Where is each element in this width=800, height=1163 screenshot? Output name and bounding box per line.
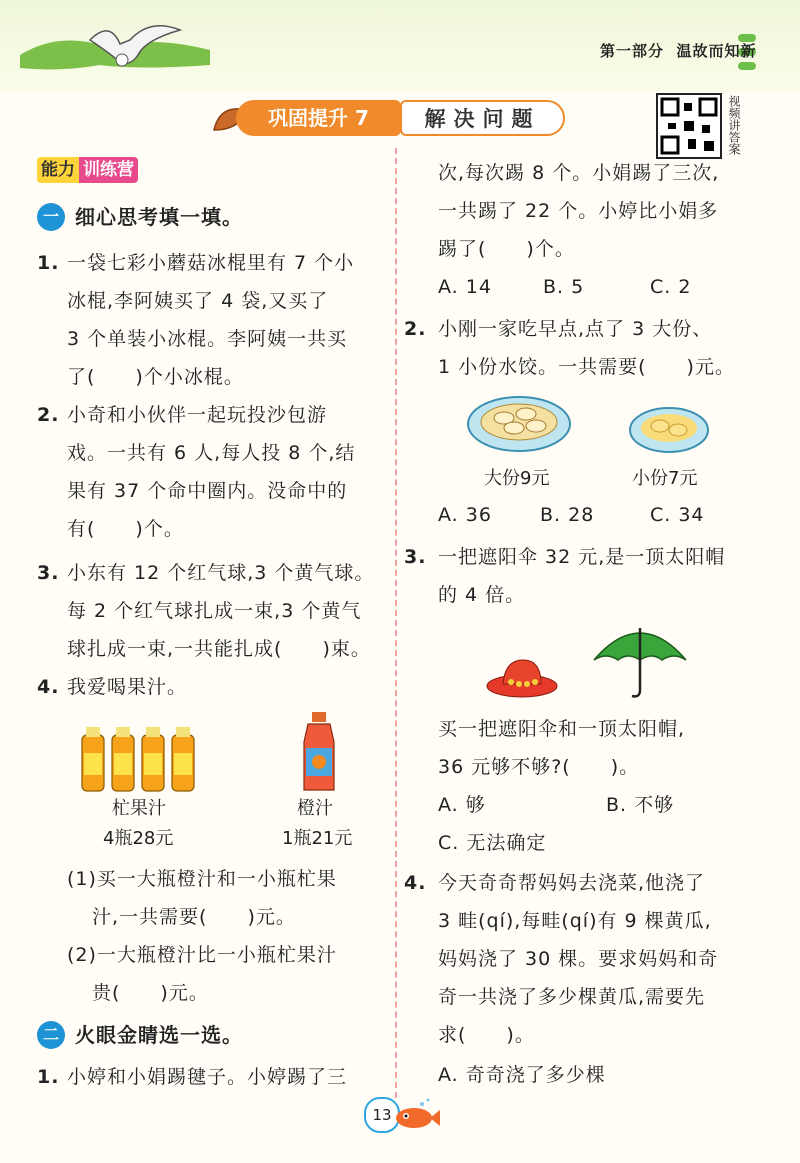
s2q1-line3: 一共踢了 22 个。小婷比小娟多 (438, 200, 719, 222)
q1-line3: 3 个单装小冰棍。李阿姨一共买 (67, 328, 348, 350)
header-section (600, 40, 756, 61)
q2-line3: 果有 37 个命中圈内。没命中的 (67, 480, 348, 502)
q2-line2: 戏。一共有 6 人,每人投 8 个,结 (67, 442, 356, 464)
page-title (210, 100, 570, 138)
s2q3-question-line2: 36 元够不够?( )。 (438, 756, 640, 778)
mango-juice-label: 杧果汁 (112, 798, 166, 819)
s2q4-option-a[interactable]: A. 奇奇浇了多少棵 (438, 1064, 606, 1086)
section-subtitle: 温故而知新 (676, 42, 757, 60)
s2q4-line1: 今天奇奇帮妈妈去浇菜,他浇了 (438, 872, 706, 894)
q4-sub1-line2: 汁,一共需要( )元。 (92, 906, 296, 928)
q2-line1: 小奇和小伙伴一起玩投沙包游 (67, 404, 328, 426)
orange-juice-label: 橙汁 (297, 798, 333, 819)
s2q3-question-line1: 买一把遮阳伞和一顶太阳帽, (438, 718, 686, 740)
title-left: 巩固提升 7 (236, 100, 401, 136)
q3-line3: 球扎成一束,一共能扎成( )束。 (67, 638, 371, 660)
s2q4-line3: 妈妈浇了 30 棵。要求妈妈和奇 (438, 948, 719, 970)
column-divider (395, 148, 397, 1098)
s2q1-line1: 小婷和小娟踢毽子。小婷踢了三 (67, 1066, 348, 1088)
section-two-title: 火眼金睛选一选。 (75, 1023, 243, 1047)
q4-line1: 我爱喝果汁。 (67, 676, 188, 698)
s2q2-option-a[interactable]: A. 36 (438, 504, 492, 526)
small-dumpling-plate (628, 404, 710, 456)
qr-code[interactable] (656, 93, 722, 159)
orange-juice-price: 1瓶21元 (282, 828, 353, 849)
qr-icon (658, 95, 720, 157)
page-number: 13 (364, 1097, 400, 1133)
big-dumpling-plate (466, 392, 572, 454)
s2q3-number: 3. (404, 546, 427, 568)
q3-line1: 小东有 12 个红气球,3 个黄气球。 (67, 562, 375, 584)
section-one-marker (37, 203, 65, 231)
s2q1-number: 1. (37, 1066, 60, 1088)
badge-part1: 能力 (37, 157, 79, 183)
badge (37, 157, 138, 183)
q2-number: 2. (37, 404, 60, 426)
title-right: 解决问题 (400, 100, 565, 136)
q4-sub2-line2: 贵( )元。 (92, 982, 209, 1004)
q1-line2: 冰棍,李阿姨买了 4 袋,又买了 (67, 290, 329, 312)
s2q1-line2: 次,每次踢 8 个。小娟踢了三次, (438, 162, 720, 184)
s2q3-option-b[interactable]: B. 不够 (606, 794, 675, 816)
q1-line1: 一袋七彩小蘑菇冰棍里有 7 个小 (67, 252, 355, 274)
s2q2-line2: 1 小份水饺。一共需要( )元。 (438, 356, 735, 378)
mango-juice-price: 4瓶28元 (103, 828, 174, 849)
s2q3-option-a[interactable]: A. 够 (438, 794, 486, 816)
section-one-num: 一 (42, 207, 59, 226)
s2q3-line1: 一把遮阳伞 32 元,是一顶太阳帽 (438, 546, 726, 568)
s2q2-number: 2. (404, 318, 427, 340)
s2q4-line4: 奇一共浇了多少棵黄瓜,需要先 (438, 986, 706, 1008)
q4-sub1-line1: (1)买一大瓶橙汁和一小瓶杧果 (67, 868, 337, 890)
s2q1-option-b[interactable]: B. 5 (543, 276, 585, 298)
s2q4-line5: 求( )。 (438, 1024, 535, 1046)
s2q1-option-a[interactable]: A. 14 (438, 276, 492, 298)
q3-number: 3. (37, 562, 60, 584)
s2q3-line2: 的 4 倍。 (438, 584, 526, 606)
badge-part2: 训练营 (79, 157, 138, 183)
q2-line4: 有( )个。 (67, 518, 184, 540)
s2q2-line1: 小刚一家吃早点,点了 3 大份、 (438, 318, 713, 340)
q3-line2: 每 2 个红气球扎成一束,3 个黄气 (67, 600, 362, 622)
q1-line4: 了( )个小冰棍。 (67, 366, 244, 388)
qr-label: 视频讲答案 (727, 95, 741, 155)
small-portion-price: 小份7元 (632, 468, 698, 489)
section-one-title: 细心思考填一填。 (75, 205, 243, 229)
big-portion-price: 大份9元 (484, 468, 550, 489)
s2q2-option-b[interactable]: B. 28 (540, 504, 595, 526)
s2q3-option-c[interactable]: C. 无法确定 (438, 832, 547, 854)
s2q1-option-c[interactable]: C. 2 (650, 276, 692, 298)
fish-icon (392, 1098, 440, 1134)
q1-number: 1. (37, 252, 60, 274)
q4-sub2-line1: (2)一大瓶橙汁比一小瓶杧果汁 (67, 944, 337, 966)
mango-juice-bottles (78, 725, 203, 795)
sun-hat-icon (485, 654, 560, 700)
s2q4-line2: 3 畦(qí),每畦(qí)有 9 棵黄瓜, (438, 910, 712, 932)
section-label: 第一部分 (600, 42, 665, 60)
seagull-illustration (20, 10, 230, 90)
q4-number: 4. (37, 676, 60, 698)
section-two-marker (37, 1021, 65, 1049)
s2q1-line4: 踢了( )个。 (438, 238, 575, 260)
orange-juice-bottle (298, 712, 340, 794)
s2q4-number: 4. (404, 872, 427, 894)
section-two-num: 二 (42, 1025, 59, 1044)
umbrella-icon (590, 618, 690, 700)
s2q2-option-c[interactable]: C. 34 (650, 504, 705, 526)
